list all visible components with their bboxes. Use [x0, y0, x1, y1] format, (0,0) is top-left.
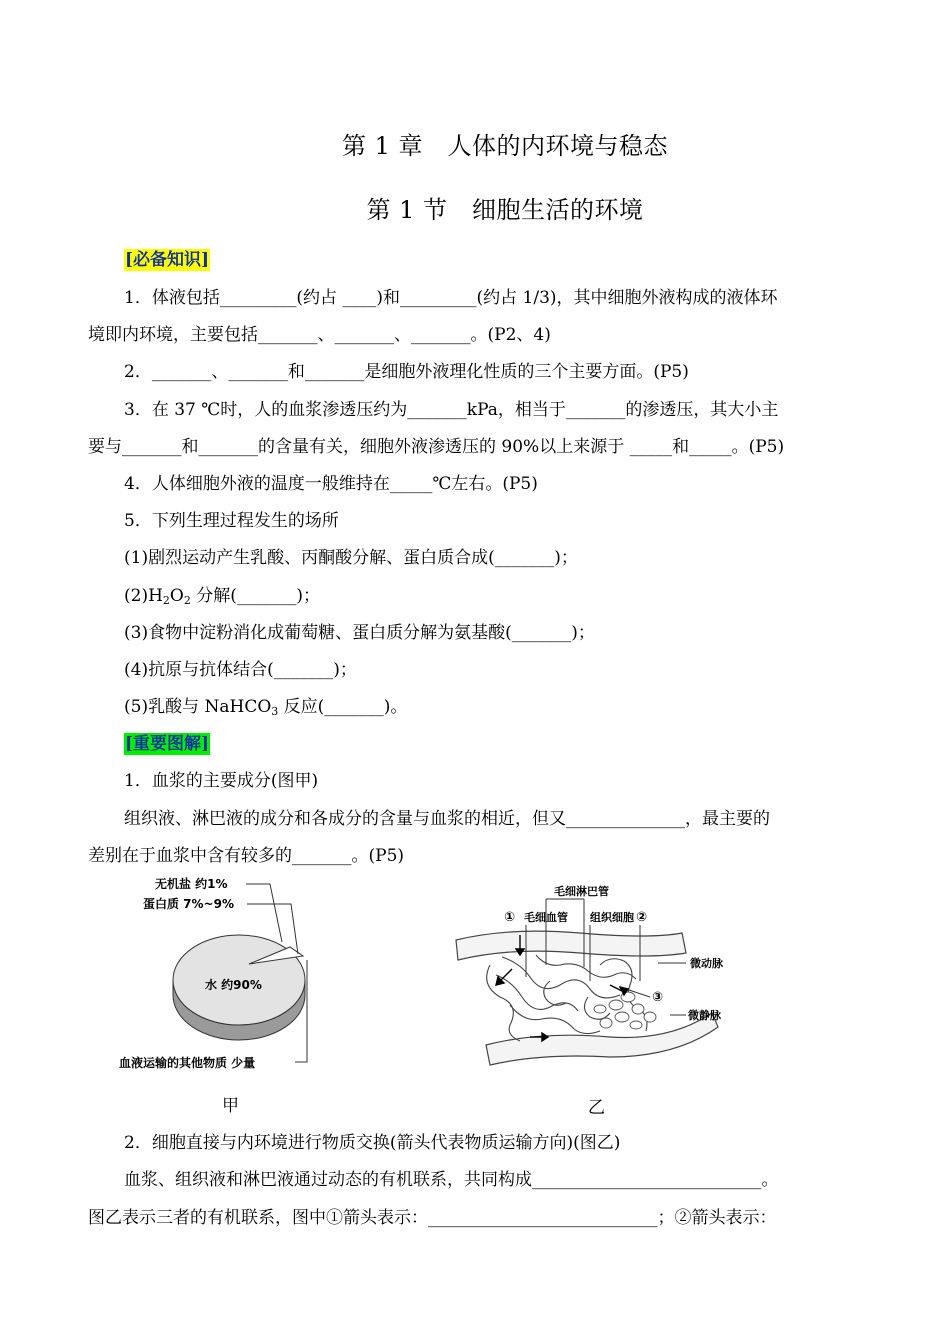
diagram-2-title: 2．细胞直接与内环境进行物质交换(箭头代表物质运输方向)(图乙) — [124, 1133, 621, 1153]
must-know-heading — [124, 249, 210, 271]
question-3-line-1: 3．在 37 ℃时，人的血浆渗透压约为_______kPa，相当于_______的渗透压，其大小主 — [124, 400, 779, 420]
question-1-line-2: 境即内环境，主要包括_______、_______、_______。(P2、4) — [88, 325, 551, 345]
question-4: 4．人体细胞外液的温度一般维持在_____℃左右。(P5) — [124, 474, 538, 494]
question-5: 5．下列生理过程发生的场所 — [124, 511, 339, 531]
q5-2-subscript-2: 2 — [183, 594, 191, 607]
arteriole-tube — [456, 931, 686, 960]
diagram-1-line-1: 组织液、淋巴液的成分和各成分的含量与血浆的相近，但又______________，最主要的 — [124, 809, 770, 829]
section-title: 第 1 节 细胞生活的环境 — [366, 196, 644, 224]
label-arrow-2: ② — [636, 910, 648, 925]
caption-jia: 甲 — [222, 1096, 239, 1116]
diagram-1-line-2: 差别在于血浆中含有较多的_______。(P5) — [88, 846, 405, 866]
q5-5-text-end: 反应(_______)。 — [278, 697, 408, 717]
label-water: 水 约90% — [205, 978, 262, 992]
diagram-2-line-1: 血浆、组织液和淋巴液通过动态的有机联系，共同构成___________________________。 — [124, 1170, 779, 1190]
q5-2-subscript-1: 2 — [162, 594, 170, 607]
leader-salt — [246, 884, 282, 942]
label-arrow-1: ① — [504, 910, 516, 925]
label-lymph-capillary: 毛细淋巴管 — [554, 885, 609, 898]
question-1-line-1: 1．体液包括_________(约占 ____)和_________(约占 1/3)，其中细胞外液构成的液体环 — [124, 288, 778, 308]
chapter-title: 第 1 章 人体的内环境与稳态 — [341, 132, 669, 160]
label-other: 血液运输的其他物质 少量 — [119, 1056, 256, 1070]
label-venule: 微静脉 — [688, 1009, 721, 1022]
must-know-tag: [必备知识] — [125, 250, 210, 270]
q5-2-text: (2)H — [124, 586, 163, 606]
label-arteriole: 微动脉 — [690, 957, 723, 970]
q5-5-text: (5)乳酸与 NaHCO — [124, 697, 272, 717]
label-arrow-3: ③ — [652, 990, 664, 1005]
label-salt: 无机盐 约1% — [155, 877, 228, 891]
caption-yi: 乙 — [588, 1098, 605, 1118]
diagram-2-line-2: 图乙表示三者的有机联系，图中①箭头表示：___________________________；②箭头表示： — [88, 1208, 777, 1228]
question-3-line-2: 要与_______和_______的含量有关，细胞外液渗透压的 90%以上来源于 _____和_____。(P5) — [88, 437, 785, 457]
label-blood-capillary: 毛细血管 — [524, 911, 568, 924]
diagrams-tag: [重要图解] — [125, 734, 210, 754]
figure-jia — [115, 872, 345, 1087]
pie-diagram — [115, 872, 345, 1087]
question-5-item-5 — [124, 696, 407, 723]
question-5-item-1: (1)剧烈运动产生乳酸、丙酮酸分解、蛋白质合成(_______)； — [124, 548, 578, 568]
diagram-1-title: 1．血浆的主要成分(图甲) — [124, 771, 319, 791]
label-tissue-cell: 组织细胞 — [590, 911, 634, 924]
question-5-item-2 — [124, 585, 320, 612]
question-5-item-4: (4)抗原与抗体结合(_______)； — [124, 660, 357, 680]
q5-5-subscript: 3 — [271, 705, 279, 718]
label-protein: 蛋白质 7%~9% — [143, 897, 234, 911]
question-5-item-3: (3)食物中淀粉消化成葡萄糖、蛋白质分解为氨基酸(_______)； — [124, 623, 595, 643]
capillary-diagram — [450, 885, 750, 1085]
diagrams-heading — [124, 733, 210, 755]
question-2: 2．_______、_______和_______是细胞外液理化性质的三个主要方面。(P5) — [124, 362, 689, 382]
q5-2-text-end: 分解(_______)； — [190, 586, 321, 606]
q5-2-text-mid: O — [169, 586, 184, 606]
figure-yi — [450, 885, 750, 1085]
